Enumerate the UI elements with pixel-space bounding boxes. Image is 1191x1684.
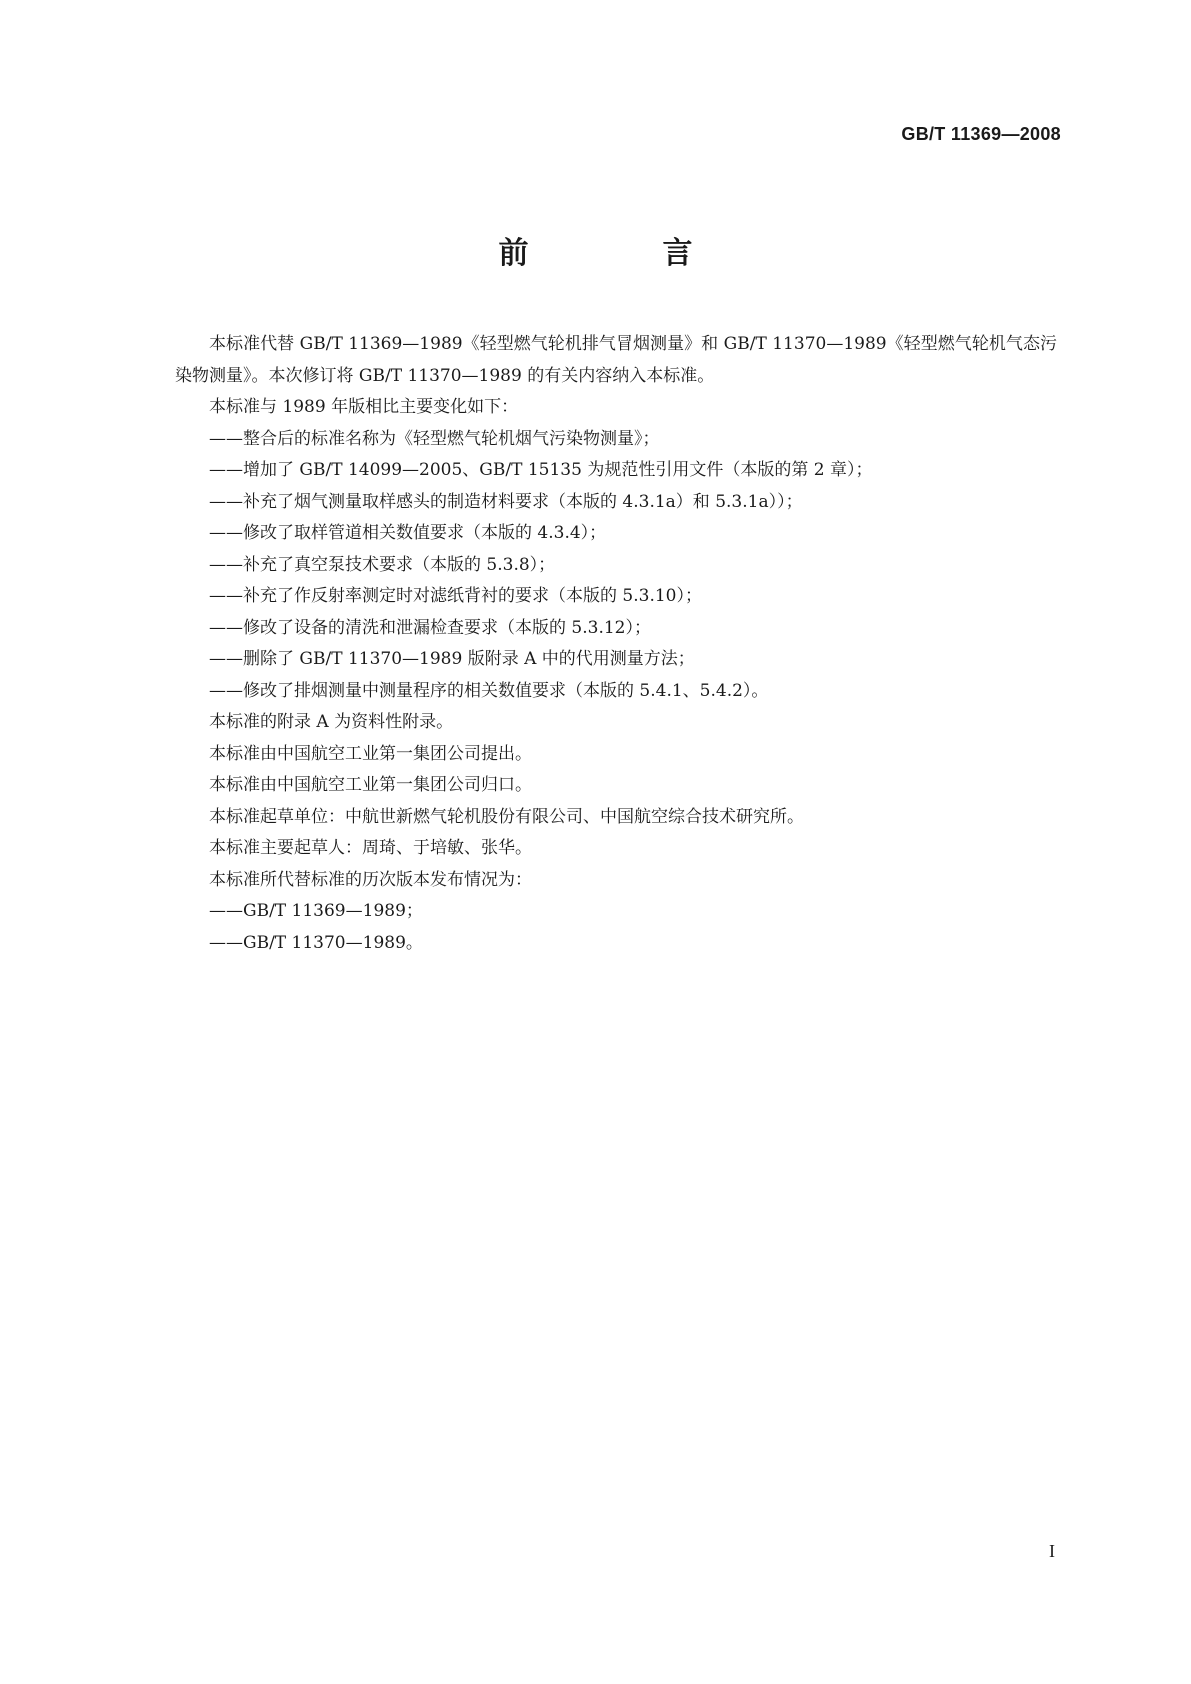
changes-intro: 本标准与 1989 年版相比主要变化如下： [209,397,519,417]
drafters-paragraph: 本标准主要起草人：周琦、于培敏、张华。 [209,838,532,858]
list-item: ——补充了真空泵技术要求（本版的 5.3.8）； [209,554,556,575]
list-item: ——增加了 GB/T 14099—2005、GB/T 15135 为规范性引用文件（本版的第 2 章）； [209,460,873,480]
foreword-body [175,329,1057,959]
changes-list [175,424,1057,708]
list-item: ——补充了作反射率测定时对滤纸背衬的要求（本版的 5.3.10）； [209,586,702,606]
centralized-by-paragraph: 本标准由中国航空工业第一集团公司归口。 [209,775,532,795]
list-item: ——修改了取样管道相关数值要求（本版的 4.3.4）； [209,523,607,543]
list-item: ——补充了烟气测量取样感头的制造材料要求（本版的 4.3.1a）和 5.3.1a））； [209,491,803,512]
list-item: ——修改了设备的清洗和泄漏检查要求（本版的 5.3.12）； [209,617,651,638]
drafting-units-paragraph: 本标准起草单位：中航世新燃气轮机股份有限公司、中国航空综合技术研究所。 [209,806,804,827]
list-item: ——GB/T 11370—1989。 [209,932,423,953]
replacement-paragraph: 本标准代替 GB/T 11369—1989《轻型燃气轮机排气冒烟测量》和 GB/T 11370—1989《轻型燃气轮机气态污染物测量》。本次修订将 GB/T 11370—1989 的有关内容纳入本标准。 [175,334,1057,386]
list-item: ——删除了 GB/T 11370—1989 版附录 A 中的代用测量方法； [209,649,695,669]
list-item: ——GB/T 11369—1989； [209,901,423,921]
proposed-by-paragraph: 本标准由中国航空工业第一集团公司提出。 [209,743,532,764]
page-title: 前 言 [498,236,745,271]
page-number: I [1049,1541,1055,1561]
history-intro: 本标准所代替标准的历次版本发布情况为： [209,869,532,890]
appendix-paragraph: 本标准的附录 A 为资料性附录。 [209,712,454,732]
history-list [175,896,1057,959]
list-item: ——修改了排烟测量中测量程序的相关数值要求（本版的 5.4.1、5.4.2）。 [209,680,769,701]
standard-number: GB/T 11369—2008 [901,124,1061,144]
list-item: ——整合后的标准名称为《轻型燃气轮机烟气污染物测量》； [209,428,660,449]
